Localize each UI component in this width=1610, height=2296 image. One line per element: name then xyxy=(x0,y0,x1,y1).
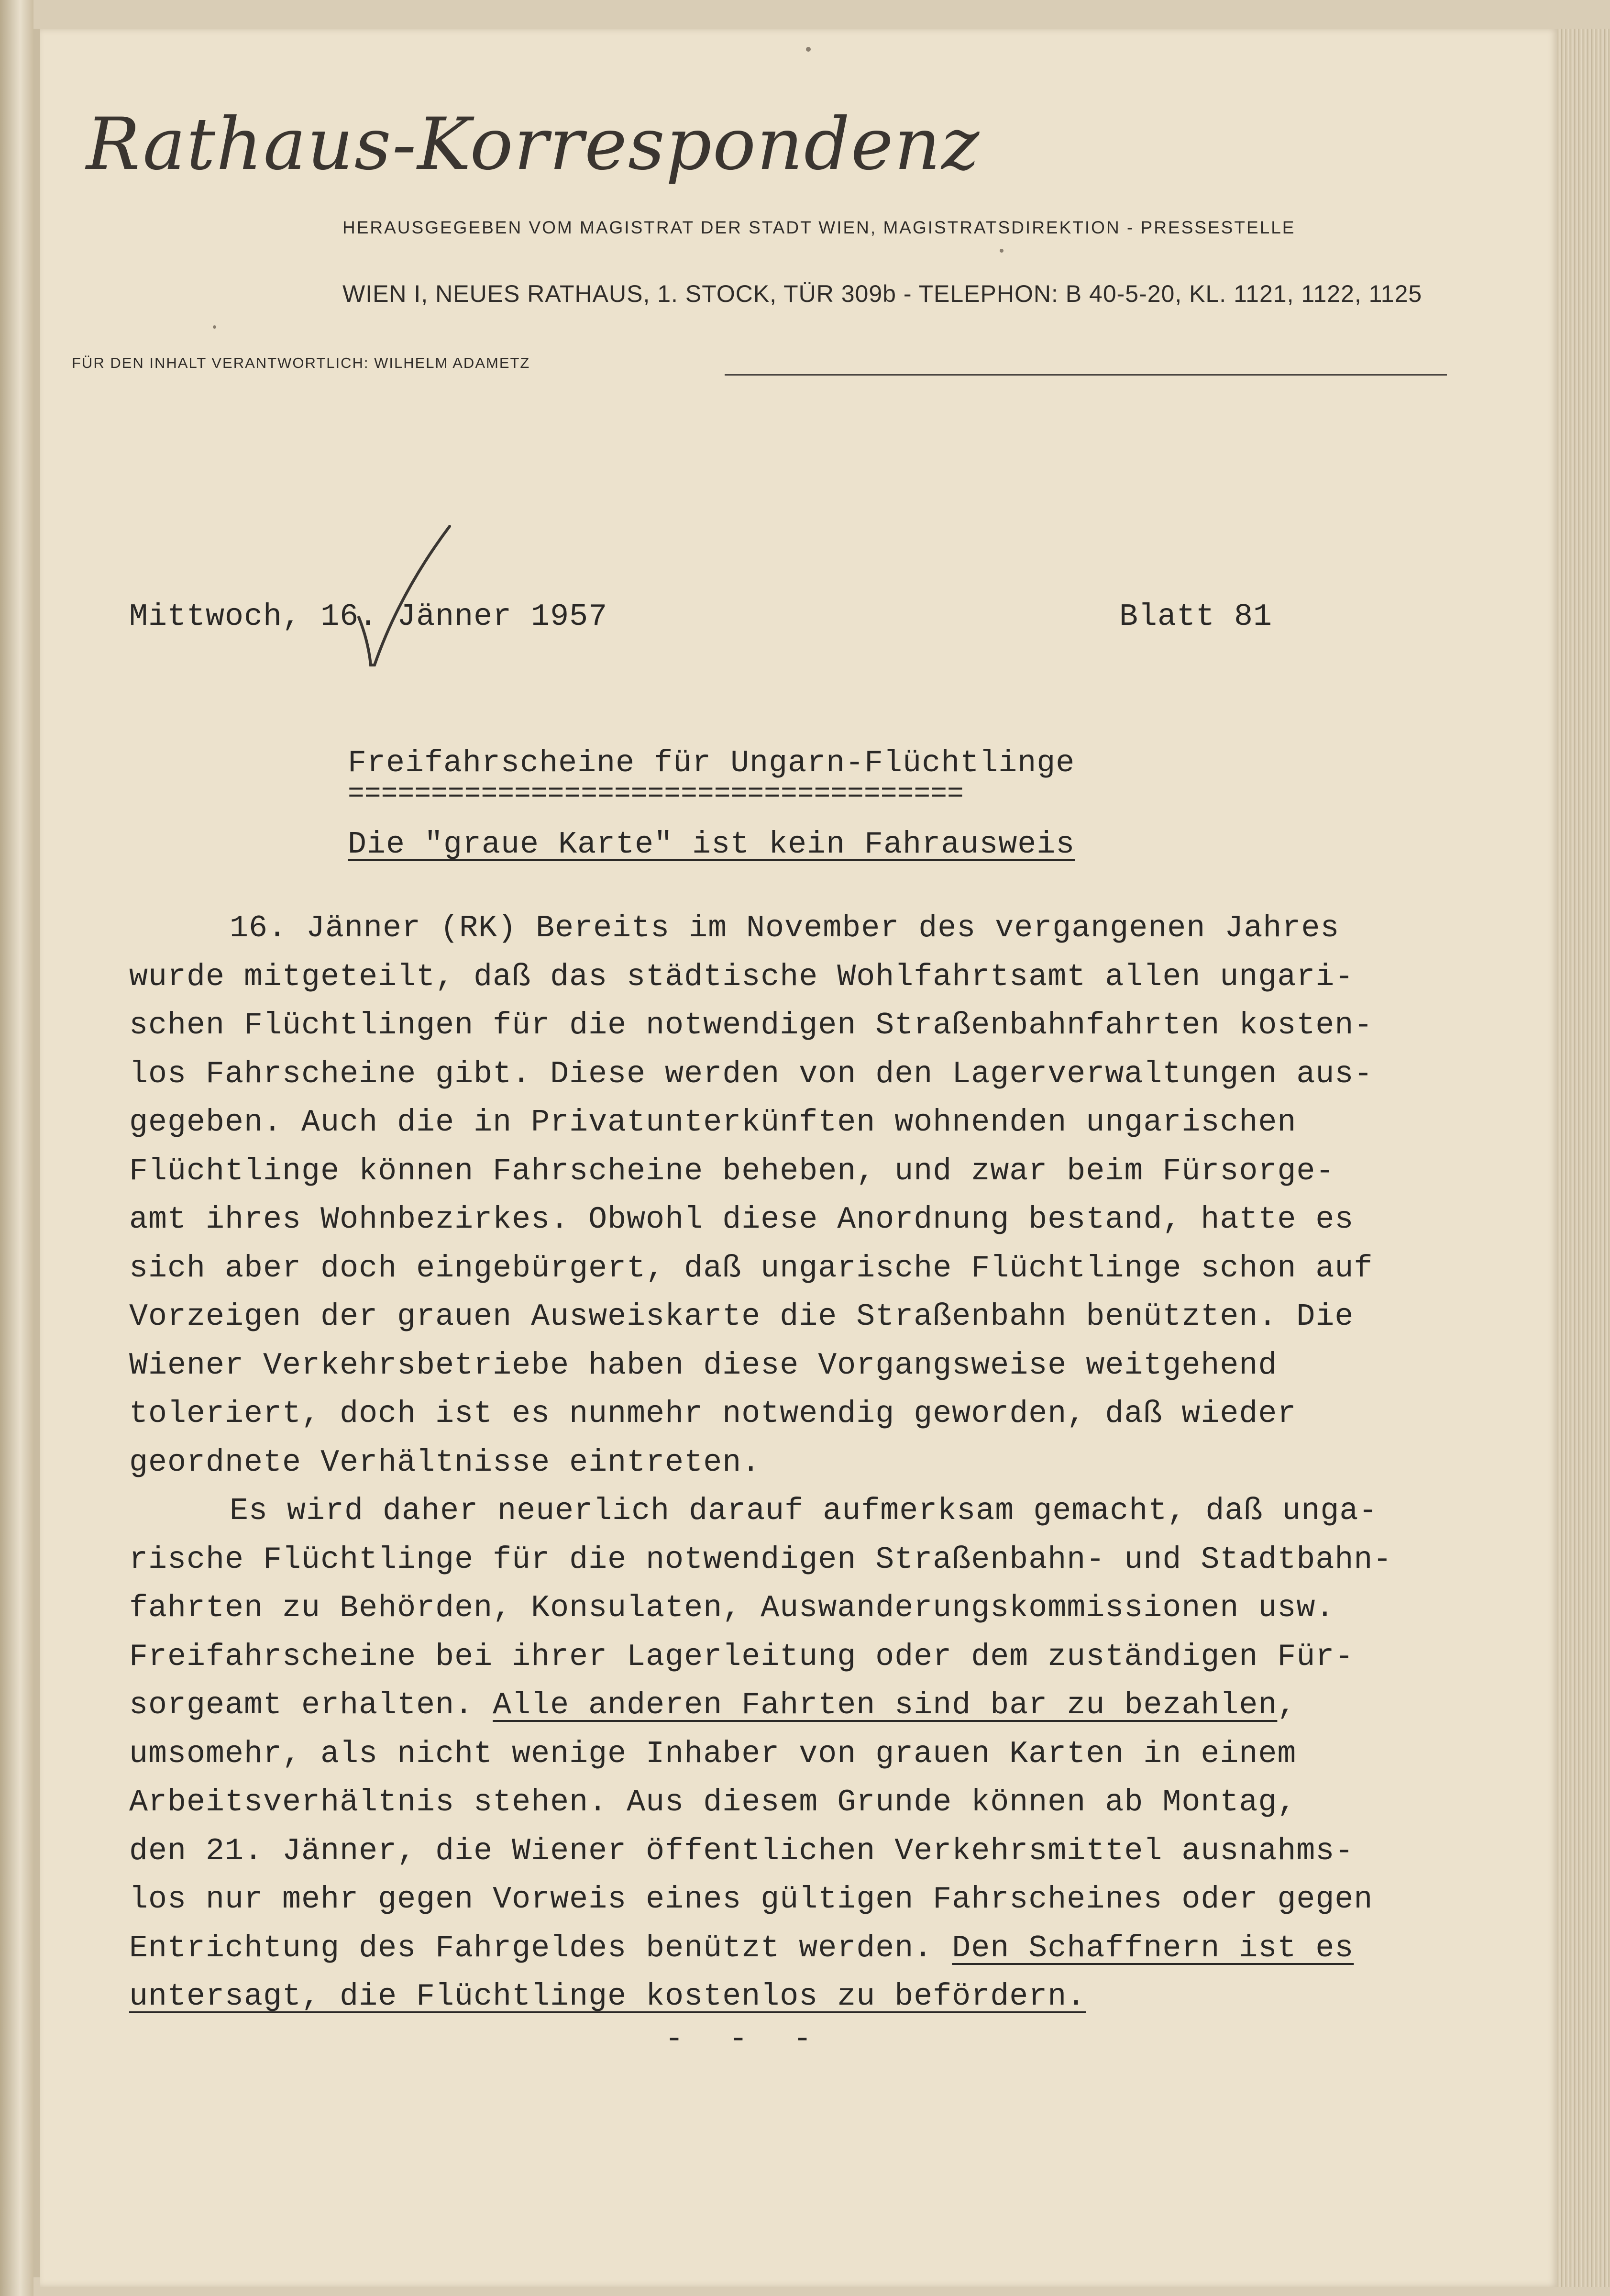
address-line: WIEN I, NEUES RATHAUS, 1. STOCK, TÜR 309b - TELEPHON: B 40-5-20, KL. 1121, 1122, 1125 xyxy=(342,280,1423,307)
book-gutter xyxy=(0,0,33,2296)
underlined-phrase: Alle anderen Fahrten sind bar zu bezahlen xyxy=(493,1687,1278,1723)
responsible-line: FÜR DEN INHALT VERANTWORTLICH: WILHELM ADAMETZ xyxy=(72,355,530,371)
body-text-span: , xyxy=(1277,1687,1297,1723)
checkmark-icon xyxy=(347,521,457,675)
paper-speck xyxy=(213,325,216,329)
body-text-span: Entrichtung des Fahrgeldes benützt werden. xyxy=(129,1930,952,1966)
body-line: Vorzeigen der grauen Ausweiskarte die Straßenbahn benützten. Die xyxy=(129,1299,1354,1334)
body-line: los nur mehr gegen Vorweis eines gültigen Fahrscheines oder gegen xyxy=(129,1882,1373,1917)
body-line: Es wird daher neuerlich darauf aufmerksam gemacht, daß unga- xyxy=(230,1493,1378,1529)
body-line: fahrten zu Behörden, Konsulaten, Auswanderungskommissionen usw. xyxy=(129,1590,1335,1626)
body-line: wurde mitgeteilt, daß das städtische Wohlfahrtsamt allen ungari- xyxy=(129,959,1354,995)
body-line: los Fahrscheine gibt. Diese werden von den Lagerverwaltungen aus- xyxy=(129,1056,1373,1092)
paper-speck xyxy=(806,47,811,52)
sheet-number: Blatt 81 xyxy=(1119,599,1273,634)
body-line: Freifahrscheine bei ihrer Lagerleitung oder dem zuständigen Für- xyxy=(129,1639,1354,1675)
body-line: 16. Jänner (RK) Bereits im November des vergangenen Jahres xyxy=(230,910,1340,946)
body-line: Wiener Verkehrsbetriebe haben diese Vorgangsweise weitgehend xyxy=(129,1347,1278,1383)
body-text-span: sorgeamt erhalten. xyxy=(129,1687,493,1723)
paper-speck xyxy=(1000,249,1003,253)
underlined-phrase: untersagt, die Flüchtlinge kostenlos zu befördern. xyxy=(129,1979,1086,2014)
body-line: rische Flüchtlinge für die notwendigen Straßenbahn- und Stadtbahn- xyxy=(129,1542,1392,1577)
body-line: geordnete Verhältnisse eintreten. xyxy=(129,1444,761,1480)
body-line-underlined xyxy=(129,1973,1459,2021)
body-line-underlined-phrase xyxy=(129,1924,1459,1973)
body-line-underlined-phrase xyxy=(129,1681,1459,1730)
body-line: gegeben. Auch die in Privatunterkünften wohnenden ungarischen xyxy=(129,1105,1297,1140)
body-line: amt ihres Wohnbezirkes. Obwohl diese Anordnung bestand, hatte es xyxy=(129,1202,1354,1237)
headline: Freifahrscheine für Ungarn-Flüchtlinge xyxy=(348,745,1075,781)
dateline: Mittwoch, 16. Jänner 1957 xyxy=(129,599,608,634)
body-line: umsomehr, als nicht wenige Inhaber von grauen Karten in einem xyxy=(129,1736,1297,1772)
body-line: toleriert, doch ist es nunmehr notwendig geworden, daß wieder xyxy=(129,1396,1297,1431)
underlined-phrase: Den Schaffnern ist es xyxy=(952,1930,1354,1966)
masthead-rule xyxy=(725,374,1447,376)
subheadline: Die "graue Karte" ist kein Fahrausweis xyxy=(348,827,1075,862)
end-mark: - - - xyxy=(665,2021,826,2057)
article-body xyxy=(129,904,1459,2021)
body-line: Flüchtlinge können Fahrscheine beheben, und zwar beim Fürsorge- xyxy=(129,1153,1335,1189)
page-stack-edge xyxy=(1557,29,1610,2287)
body-line: Arbeitsverhältnis stehen. Aus diesem Grunde können ab Montag, xyxy=(129,1785,1297,1820)
publisher-line: HERAUSGEGEBEN VOM MAGISTRAT DER STADT WIEN, MAGISTRATSDIREKTION - PRESSESTELLE xyxy=(342,218,1296,237)
body-line: den 21. Jänner, die Wiener öffentlichen Verkehrsmittel ausnahms- xyxy=(129,1833,1354,1869)
headline-rule: ===================================== xyxy=(348,779,964,810)
body-line: sich aber doch eingebürgert, daß ungarische Flüchtlinge schon auf xyxy=(129,1250,1373,1286)
body-line: schen Flüchtlingen für die notwendigen Straßenbahnfahrten kosten- xyxy=(129,1008,1373,1043)
masthead-title: Rathaus-Korrespondenz xyxy=(86,103,981,186)
